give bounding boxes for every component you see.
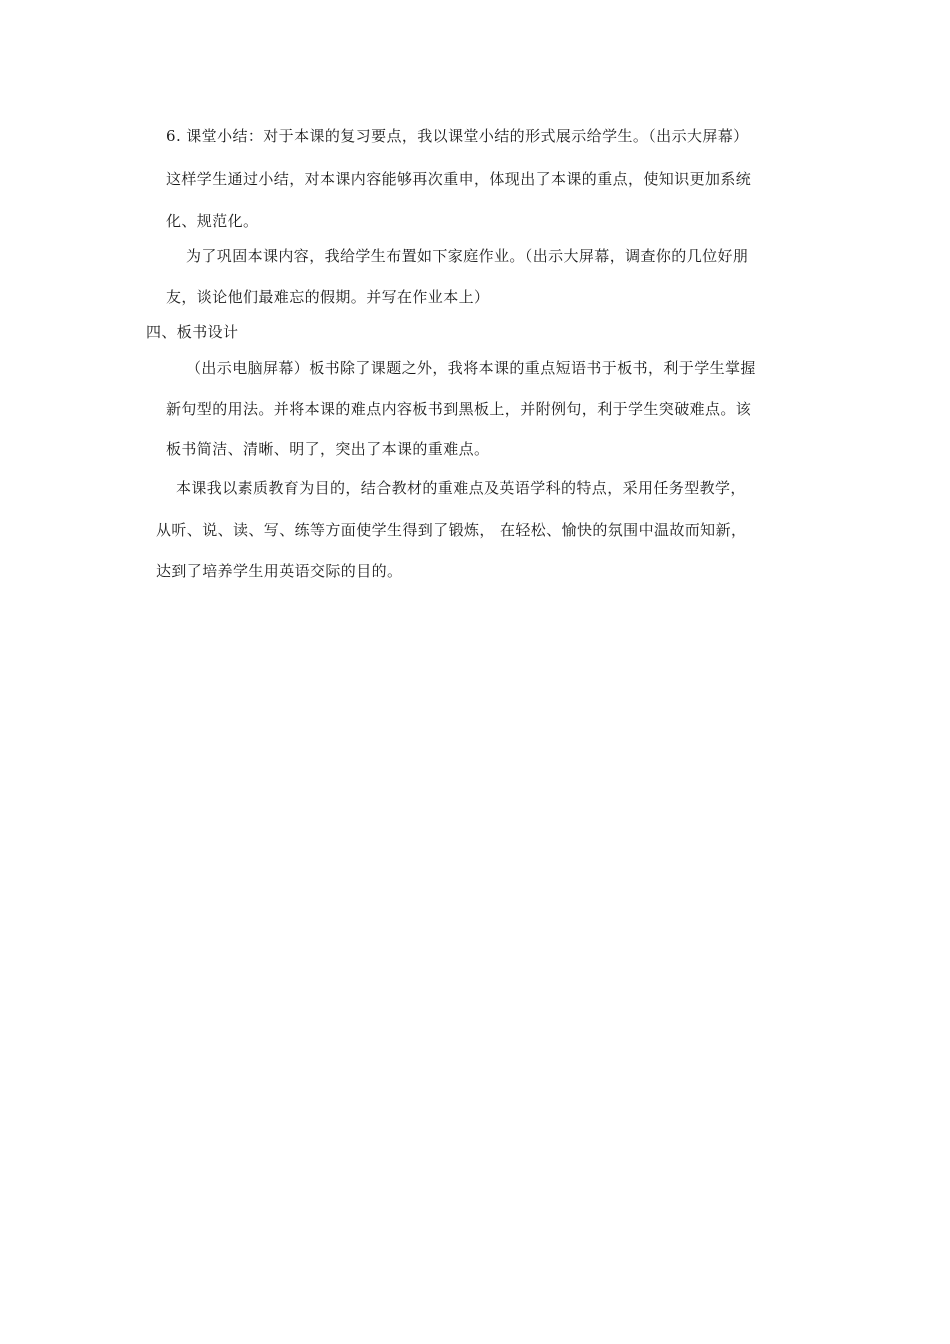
board-design-heading: 四、板书设计 (146, 323, 239, 341)
conclusion-text-line: 从听、说、读、写、练等方面使学生得到了锻炼， 在轻松、愉快的氛围中温故而知新， (156, 521, 747, 539)
homework-text-line: 为了巩固本课内容，我给学生布置如下家庭作业。（出示大屏幕，调查你的几位好朋 (186, 247, 749, 265)
board-design-text-line: （出示电脑屏幕）板书除了课题之外，我将本课的重点短语书于板书，利于学生掌握 (186, 359, 756, 377)
homework-text-line: 友，谈论他们最难忘的假期。并写在作业本上） (166, 288, 490, 306)
board-design-text-line: 新句型的用法。并将本课的难点内容板书到黑板上，并附例句，利于学生突破难点。该 (166, 400, 752, 418)
summary-text-line: 化、规范化。 (166, 212, 259, 230)
summary-text-line: 这样学生通过小结，对本课内容能够再次重申，体现出了本课的重点，使知识更加系统 (166, 170, 752, 188)
conclusion-text-line: 达到了培养学生用英语交际的目的。 (156, 562, 403, 580)
board-design-text-line: 板书简洁、清晰、明了，突出了本课的重难点。 (166, 440, 490, 458)
conclusion-text-line: 本课我以素质教育为目的，结合教材的重难点及英语学科的特点，采用任务型教学， (176, 479, 746, 497)
summary-heading: 6. 课堂小结：对于本课的复习要点，我以课堂小结的形式展示给学生。（出示大屏幕） (166, 127, 749, 145)
